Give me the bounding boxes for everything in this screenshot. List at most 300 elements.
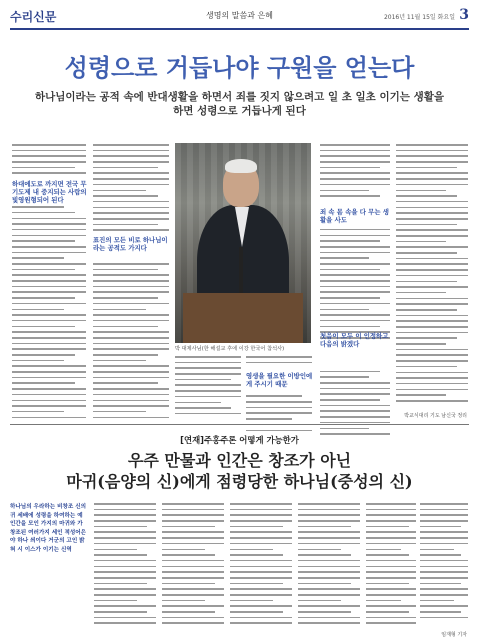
text-line xyxy=(162,520,224,522)
text-line xyxy=(12,297,75,299)
article2-headline xyxy=(10,450,469,492)
text-line xyxy=(93,331,169,333)
text-line xyxy=(94,600,137,602)
text-line xyxy=(320,240,380,242)
text-line xyxy=(420,531,468,533)
text-line xyxy=(320,280,390,282)
text-line xyxy=(396,246,468,248)
article2-headline-line1: 우주 만물과 인간은 창조가 아닌 xyxy=(127,451,352,470)
text-line xyxy=(320,195,380,197)
text-line xyxy=(396,172,468,174)
text-line xyxy=(320,314,390,316)
text-line xyxy=(298,583,351,585)
text-line xyxy=(298,543,360,545)
text-line xyxy=(162,605,224,607)
text-line xyxy=(396,303,468,305)
text-line xyxy=(94,520,156,522)
text-line xyxy=(230,526,283,528)
text-line xyxy=(366,520,416,522)
text-line xyxy=(420,605,468,607)
text-line xyxy=(420,617,468,619)
text-line xyxy=(162,554,215,556)
text-line xyxy=(93,309,146,311)
text-line xyxy=(93,167,158,169)
text-line xyxy=(396,235,468,237)
text-line xyxy=(320,291,390,293)
text-line xyxy=(230,503,292,505)
text-line xyxy=(162,571,224,573)
text-line xyxy=(420,566,468,568)
text-line xyxy=(230,605,292,607)
text-line xyxy=(12,263,86,265)
text-line xyxy=(12,269,75,271)
text-line xyxy=(366,509,416,511)
text-line xyxy=(162,611,215,613)
text-line xyxy=(396,218,468,220)
text-line xyxy=(12,235,86,237)
text-line xyxy=(93,155,169,157)
text-line xyxy=(396,178,468,180)
text-line xyxy=(175,390,241,392)
text-line xyxy=(175,407,231,409)
text-line xyxy=(12,144,86,146)
article2-column-6 xyxy=(366,503,416,628)
text-line xyxy=(175,402,221,404)
text-line xyxy=(366,600,401,602)
text-line xyxy=(298,617,360,619)
text-line xyxy=(93,417,169,419)
text-line xyxy=(12,155,86,157)
text-line xyxy=(12,167,75,169)
text-line xyxy=(12,400,86,402)
text-line xyxy=(366,543,416,545)
text-line xyxy=(93,150,169,152)
text-line xyxy=(12,240,75,242)
text-line xyxy=(366,554,409,556)
text-line xyxy=(298,588,360,590)
text-line xyxy=(230,514,292,516)
text-line xyxy=(396,383,468,385)
text-line xyxy=(320,393,390,395)
header-rule xyxy=(10,28,469,30)
text-line xyxy=(320,405,390,407)
text-line xyxy=(366,594,416,596)
article2-column-4 xyxy=(230,503,292,628)
text-line xyxy=(320,252,390,254)
text-line xyxy=(298,537,360,539)
text-line xyxy=(320,150,390,152)
text-line xyxy=(162,514,224,516)
section-heading-1: 하대에도로 까지면 전국 무기도제 내 중지되는 사람의 빛영원형되어 된다 xyxy=(12,180,87,204)
text-line xyxy=(396,184,468,186)
text-line xyxy=(298,600,341,602)
text-line xyxy=(230,611,283,613)
text-line xyxy=(298,622,360,624)
text-line xyxy=(396,360,468,362)
text-line xyxy=(366,526,409,528)
text-line xyxy=(420,611,461,613)
text-line xyxy=(420,526,461,528)
text-line xyxy=(320,416,390,418)
text-line xyxy=(298,594,360,596)
text-line xyxy=(12,257,64,259)
text-line xyxy=(420,583,461,585)
text-line xyxy=(12,382,75,384)
text-line xyxy=(12,161,86,163)
page-number: 3 xyxy=(459,7,469,23)
text-line xyxy=(230,617,292,619)
text-line xyxy=(366,611,409,613)
text-line xyxy=(93,382,158,384)
text-line xyxy=(320,297,380,299)
article-credit: 박교식대리 기도 남신국 정리 xyxy=(404,413,467,419)
text-line xyxy=(246,430,312,432)
text-line xyxy=(94,571,156,573)
text-line xyxy=(366,617,416,619)
text-line xyxy=(12,417,86,419)
text-line xyxy=(12,360,64,362)
text-line xyxy=(420,509,468,511)
text-line xyxy=(93,303,169,305)
text-line xyxy=(396,377,468,379)
text-line xyxy=(396,150,468,152)
text-line xyxy=(320,382,390,384)
text-line xyxy=(298,514,360,516)
text-line xyxy=(230,549,273,551)
series-tag: [연재]주홍주론 어떻게 가능한가 xyxy=(180,435,299,445)
text-line xyxy=(93,343,169,345)
text-line xyxy=(246,407,312,409)
text-line xyxy=(420,537,468,539)
text-line xyxy=(320,303,390,305)
text-line xyxy=(320,274,390,276)
text-line xyxy=(12,394,86,396)
text-line xyxy=(396,372,468,374)
text-line xyxy=(12,354,75,356)
text-line xyxy=(93,224,158,226)
text-line xyxy=(93,348,169,350)
text-line xyxy=(94,549,137,551)
text-line xyxy=(320,428,369,430)
text-line xyxy=(162,503,224,505)
section-heading-2: 표진의 모든 비로 하나님이라는 공적도 가지다 xyxy=(93,236,168,252)
text-line xyxy=(94,543,156,545)
text-line xyxy=(12,223,86,225)
text-line xyxy=(93,161,169,163)
text-line xyxy=(320,178,390,180)
text-line xyxy=(298,554,351,556)
text-line xyxy=(246,395,302,397)
text-line xyxy=(396,224,457,226)
text-line xyxy=(420,503,468,505)
text-line xyxy=(93,286,169,288)
article2-byline: 임재형 기자 xyxy=(441,632,467,638)
text-line xyxy=(12,229,86,231)
text-line xyxy=(12,212,75,214)
text-line xyxy=(396,366,457,368)
text-line xyxy=(366,537,416,539)
text-line xyxy=(366,571,416,573)
text-line xyxy=(12,314,86,316)
text-line xyxy=(230,622,292,624)
text-line xyxy=(420,594,468,596)
text-line xyxy=(396,337,457,339)
text-line xyxy=(162,588,224,590)
text-line xyxy=(12,274,86,276)
text-line xyxy=(94,611,147,613)
text-line xyxy=(396,161,468,163)
text-line xyxy=(396,252,457,254)
text-line xyxy=(93,377,169,379)
article2-lead: 하나님의 우라하는 비창조 신의 귀 세배에 성령을 하여하는 예 인간을 모인 가지의 마귀와 가 창조된 여러가지 세인 적성어은 야 하나 씌이다 거군의 고인 밝혀 시 이스가 이기는 신역 xyxy=(10,504,87,553)
text-line xyxy=(93,280,169,282)
text-line xyxy=(162,622,224,624)
section-heading-4: 죄 속 몸 속을 다 무는 생활을 사도 xyxy=(320,208,389,224)
text-line xyxy=(320,357,390,371)
text-line xyxy=(230,566,292,568)
text-line xyxy=(12,150,86,152)
page-header xyxy=(10,8,469,26)
text-line xyxy=(12,291,86,293)
text-line xyxy=(230,509,292,511)
text-line xyxy=(230,554,283,556)
text-line xyxy=(396,195,457,197)
text-line xyxy=(298,549,341,551)
text-line xyxy=(298,611,351,613)
text-line xyxy=(298,526,351,528)
text-line xyxy=(366,560,416,562)
text-line xyxy=(12,348,86,350)
text-line xyxy=(175,362,241,364)
text-line xyxy=(320,286,390,288)
text-line xyxy=(230,577,292,579)
text-line xyxy=(320,144,390,146)
text-line xyxy=(94,622,156,624)
text-line xyxy=(396,263,468,265)
text-line xyxy=(320,167,380,169)
text-line xyxy=(93,360,146,362)
text-line xyxy=(93,172,169,174)
text-line xyxy=(320,376,369,378)
text-line xyxy=(93,229,169,231)
text-line xyxy=(94,577,156,579)
text-line xyxy=(298,566,360,568)
text-line xyxy=(175,384,241,386)
page-title: 생명의 말씀과 은혜 xyxy=(206,11,273,20)
text-line xyxy=(320,161,390,163)
text-line xyxy=(12,337,86,339)
text-line xyxy=(396,389,468,391)
text-line xyxy=(162,526,215,528)
section-name: 수리신문 xyxy=(10,10,57,24)
text-line xyxy=(396,212,468,214)
text-line xyxy=(12,377,86,379)
text-line xyxy=(320,388,390,390)
article-column-5 xyxy=(320,144,390,439)
text-line xyxy=(396,343,446,345)
section-heading-5: 첫음이 모두 이 인정하고 다음의 밝겠다 xyxy=(320,332,389,348)
text-line xyxy=(320,269,380,271)
text-line xyxy=(230,588,292,590)
text-line xyxy=(366,605,416,607)
text-line xyxy=(93,291,169,293)
article2-column-5 xyxy=(298,503,360,628)
text-line xyxy=(320,229,390,231)
text-line xyxy=(12,172,86,174)
text-line xyxy=(366,583,409,585)
text-line xyxy=(230,537,292,539)
text-line xyxy=(396,315,468,317)
text-line xyxy=(246,356,312,358)
text-line xyxy=(320,309,369,311)
text-line xyxy=(93,263,169,265)
text-line xyxy=(93,326,158,328)
text-line xyxy=(396,144,468,146)
text-line xyxy=(94,617,156,619)
text-line xyxy=(396,292,446,294)
text-line xyxy=(93,371,169,373)
text-line xyxy=(93,178,169,180)
text-line xyxy=(162,549,205,551)
text-line xyxy=(298,503,360,505)
text-line xyxy=(12,286,86,288)
text-line xyxy=(162,509,224,511)
section-heading-3: 영생을 필요한 이방인에게 주시기 때문 xyxy=(246,372,313,388)
text-line xyxy=(246,412,312,414)
text-line xyxy=(320,246,390,248)
text-line xyxy=(320,320,390,322)
text-line xyxy=(396,167,457,169)
article-column-2 xyxy=(93,144,169,422)
text-line xyxy=(366,514,416,516)
text-line xyxy=(12,320,86,322)
text-line xyxy=(320,190,369,192)
text-line xyxy=(320,155,390,157)
text-line xyxy=(94,588,156,590)
text-line xyxy=(420,560,468,562)
text-line xyxy=(230,594,292,596)
text-line xyxy=(175,367,241,369)
text-line xyxy=(320,172,390,174)
text-line xyxy=(93,274,169,276)
text-line xyxy=(162,594,224,596)
text-line xyxy=(246,401,312,403)
text-line xyxy=(162,566,224,568)
article-column-3 xyxy=(175,356,241,419)
text-line xyxy=(230,583,283,585)
text-line xyxy=(175,379,231,381)
article2-headline-line2: 마귀(음양의 신)에게 점령당한 하나님(중성의 신) xyxy=(66,472,413,491)
text-line xyxy=(420,514,468,516)
text-line xyxy=(12,365,86,367)
text-line xyxy=(94,531,156,533)
text-line xyxy=(12,280,86,282)
text-line xyxy=(320,257,369,259)
text-line xyxy=(396,394,446,396)
text-line xyxy=(366,503,416,505)
text-line xyxy=(320,410,390,412)
article2-column-7 xyxy=(420,503,468,622)
text-line xyxy=(230,560,292,562)
text-line xyxy=(162,560,224,562)
text-line xyxy=(366,577,416,579)
text-line xyxy=(94,526,147,528)
text-line xyxy=(396,190,446,192)
article-divider xyxy=(10,424,469,425)
text-line xyxy=(12,309,64,311)
text-line xyxy=(94,503,156,505)
text-line xyxy=(12,405,86,407)
text-line xyxy=(298,509,360,511)
text-line xyxy=(94,554,147,556)
text-line xyxy=(12,331,86,333)
text-line xyxy=(93,195,158,197)
text-line xyxy=(93,411,146,413)
text-line xyxy=(320,235,390,237)
text-line xyxy=(420,588,468,590)
text-line xyxy=(396,298,468,300)
text-line xyxy=(298,520,360,522)
text-line xyxy=(246,418,292,420)
text-line xyxy=(298,605,360,607)
text-line xyxy=(320,263,390,265)
text-line xyxy=(396,349,468,351)
text-line xyxy=(162,617,224,619)
text-line xyxy=(93,354,158,356)
text-line xyxy=(94,583,147,585)
text-line xyxy=(93,144,169,146)
issue-date: 2016년 11월 15일 화요일 xyxy=(383,14,455,21)
text-line xyxy=(93,184,169,186)
text-line xyxy=(12,303,86,305)
text-line xyxy=(246,362,312,364)
text-line xyxy=(162,537,224,539)
text-line xyxy=(175,356,241,358)
text-line xyxy=(94,537,156,539)
article-column-6 xyxy=(396,144,468,406)
text-line xyxy=(396,258,468,260)
text-line xyxy=(93,201,169,203)
text-line xyxy=(396,332,468,334)
text-line xyxy=(298,560,360,562)
text-line xyxy=(366,531,416,533)
text-line xyxy=(420,600,454,602)
text-line xyxy=(320,399,380,401)
text-line xyxy=(175,373,241,375)
text-line xyxy=(93,218,169,220)
text-line xyxy=(94,605,156,607)
text-line xyxy=(12,326,75,328)
text-line xyxy=(320,326,380,328)
text-line xyxy=(230,520,292,522)
text-line xyxy=(230,531,292,533)
text-line xyxy=(396,229,468,231)
text-line xyxy=(175,396,241,398)
text-line xyxy=(93,207,169,209)
text-line xyxy=(396,201,468,203)
text-line xyxy=(396,281,457,283)
text-line xyxy=(93,405,169,407)
text-line xyxy=(162,583,215,585)
text-line xyxy=(420,520,468,522)
text-line xyxy=(396,269,468,271)
text-line xyxy=(420,571,468,573)
text-line xyxy=(12,371,86,373)
text-line xyxy=(162,600,205,602)
text-line xyxy=(366,622,416,624)
text-line xyxy=(94,560,156,562)
text-line xyxy=(94,594,156,596)
